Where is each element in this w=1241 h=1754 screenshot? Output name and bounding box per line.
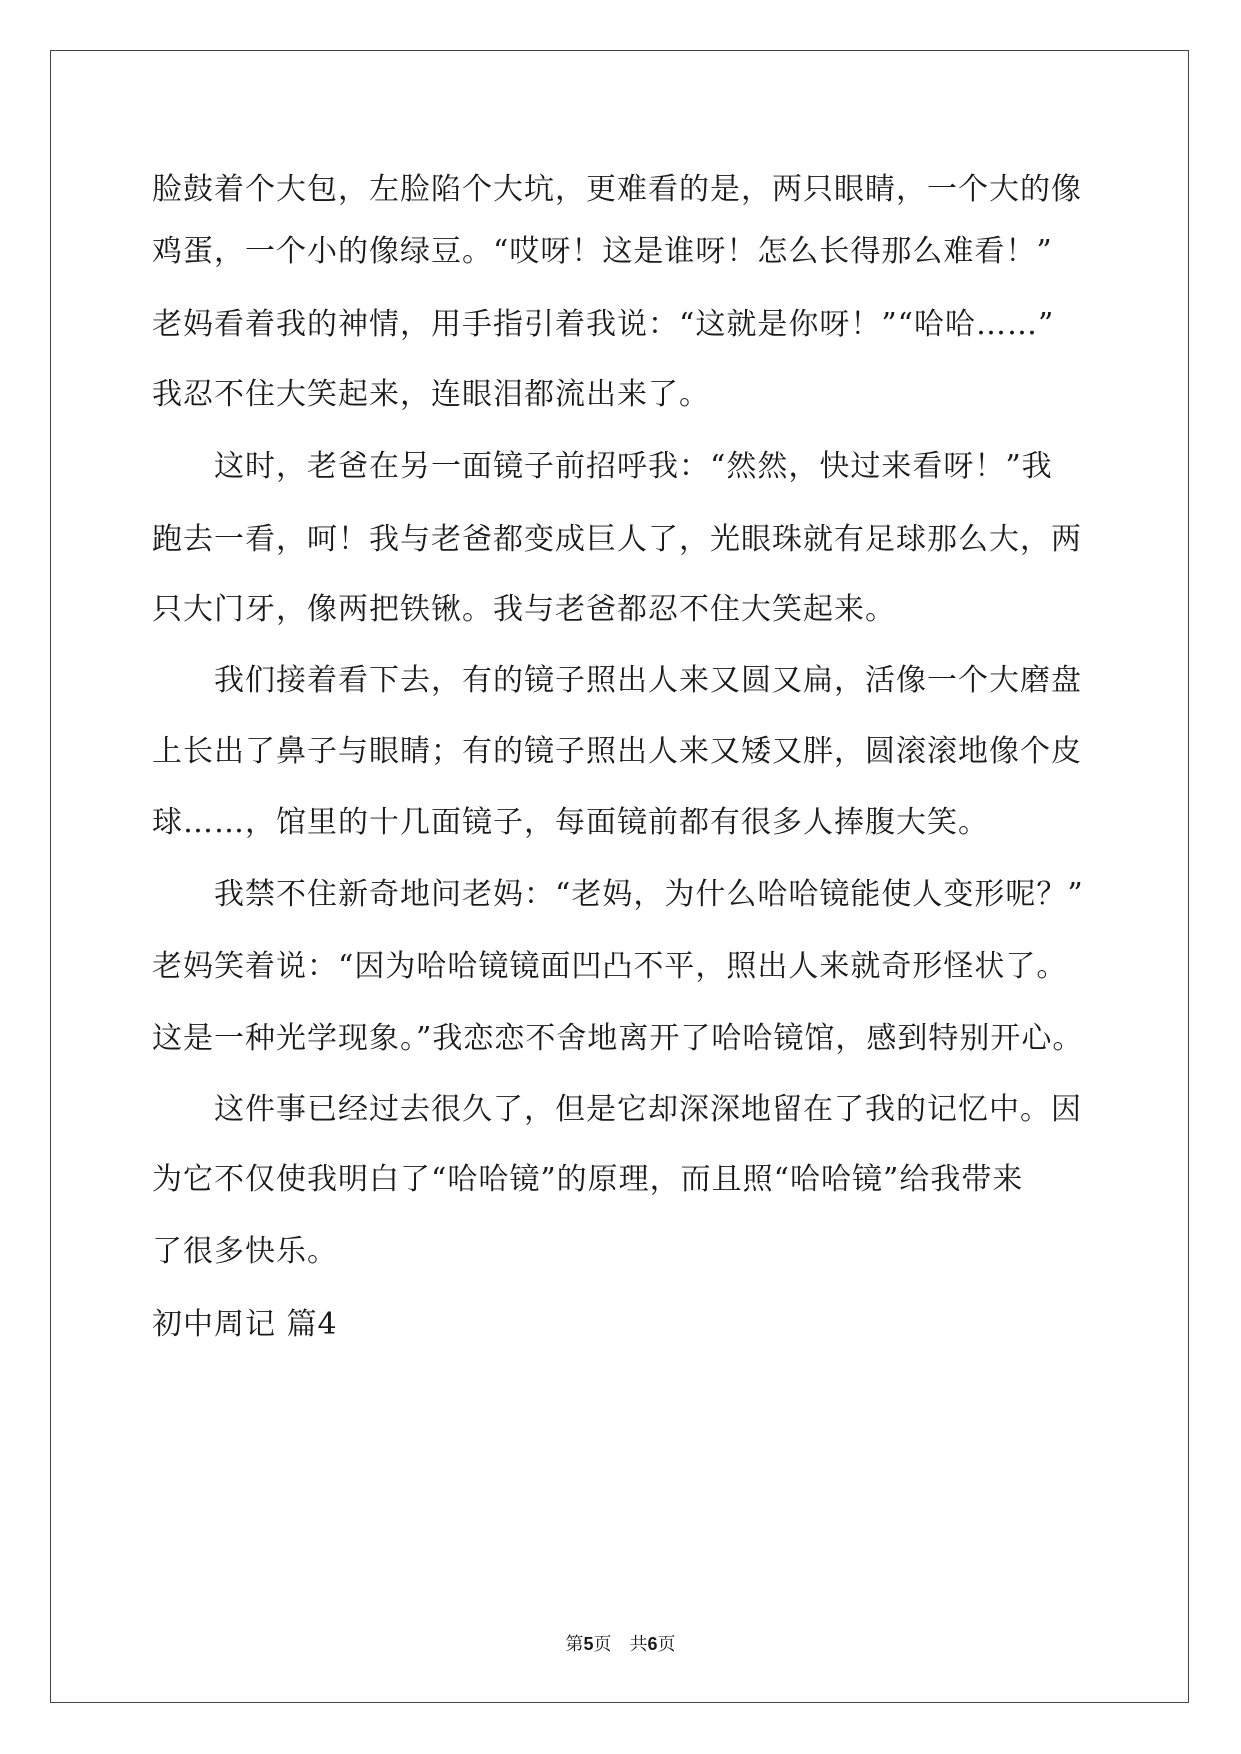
page-footer xyxy=(0,1632,1241,1657)
text-line: 为它不仅使我明白了“哈哈镜”的原理，而且照“哈哈镜”给我带来 xyxy=(152,1162,1024,1197)
text-line: 老妈看着我的神情，用手指引着我说：“这就是你呀！”“哈哈……” xyxy=(152,307,1055,342)
text-line: 球……，馆里的十几面镜子，每面镜前都有很多人捧腹大笑。 xyxy=(152,805,989,840)
text-line: 我禁不住新奇地问老妈：“老妈，为什么哈哈镜能使人变形呢？” xyxy=(152,877,1084,912)
page-current: 5 xyxy=(583,1634,594,1654)
section-heading: 初中周记 篇4 xyxy=(152,1307,338,1342)
text-line: 只大门牙，像两把铁锹。我与老爸都忍不住大笑起来。 xyxy=(152,592,896,627)
text-line: 这时，老爸在另一面镜子前招呼我：“然然，快过来看呀！”我 xyxy=(152,449,1053,484)
text-line: 这件事已经过去很久了，但是它却深深地留在了我的记忆中。因 xyxy=(152,1092,1082,1127)
text-line: 鸡蛋，一个小的像绿豆。“哎呀！这是谁呀！怎么长得那么难看！” xyxy=(152,234,1053,269)
text-line: 跑去一看，呵！我与老爸都变成巨人了，光眼珠就有足球那么大，两 xyxy=(152,522,1082,557)
text-line: 脸鼓着个大包，左脸陷个大坑，更难看的是，两只眼睛，一个大的像 xyxy=(152,172,1082,207)
text-line: 上长出了鼻子与眼睛；有的镜子照出人来又矮又胖，圆滚滚地像个皮 xyxy=(152,734,1082,769)
text-line: 我忍不住大笑起来，连眼泪都流出来了。 xyxy=(152,377,710,412)
text-line: 这是一种光学现象。”我恋恋不舍地离开了哈哈镜馆，感到特别开心。 xyxy=(152,1021,1084,1056)
text-line: 老妈笑着说：“因为哈哈镜镜面凹凸不平，照出人来就奇形怪状了。 xyxy=(152,949,1068,984)
text-line: 我们接着看下去，有的镜子照出人来又圆又扁，活像一个大磨盘 xyxy=(152,663,1082,698)
page-suffix: 页 xyxy=(657,1634,676,1655)
text-line: 了很多快乐。 xyxy=(152,1234,338,1269)
page-total: 6 xyxy=(647,1634,658,1654)
page-prefix: 第 xyxy=(565,1634,584,1655)
page-mid: 页 共 xyxy=(593,1634,648,1655)
